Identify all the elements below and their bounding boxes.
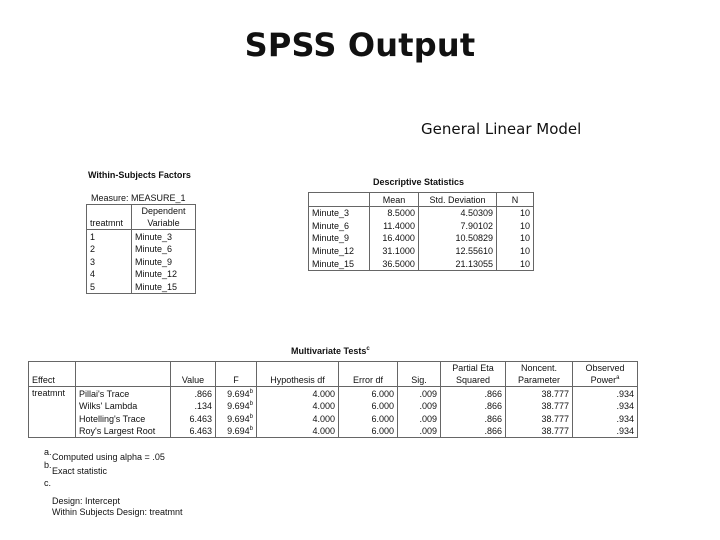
f-value: 9.694 (227, 426, 250, 437)
power-cell: .934 (573, 412, 638, 425)
err-df-cell: 6.000 (339, 400, 398, 413)
sd-cell: 21.13055 (418, 257, 496, 270)
sig-cell: .009 (398, 400, 441, 413)
test-name-cell: Wilks' Lambda (76, 400, 171, 413)
eta-line-2: Squared (455, 375, 491, 385)
f-value: 9.694 (227, 388, 250, 399)
table-row (87, 243, 196, 256)
table-row (87, 230, 196, 243)
sig-cell: .009 (398, 387, 441, 400)
hyp-df-cell: 4.000 (257, 425, 339, 438)
mean-cell: 31.1000 (370, 244, 419, 257)
eta-cell: .866 (441, 400, 506, 413)
slide-title: SPSS Output (244, 26, 476, 64)
level-cell: 2 (87, 243, 132, 256)
power-cell: .934 (573, 387, 638, 400)
row-label: Minute_3 (309, 206, 370, 219)
footnote-b-text: Exact statistic (52, 466, 108, 476)
table-header-row (309, 193, 534, 207)
eta-line-1: Partial Eta (452, 363, 494, 373)
table-row (29, 412, 638, 425)
sd-cell: 7.90102 (418, 219, 496, 232)
noncent-cell: 38.777 (506, 425, 573, 438)
col-factor-label: treatmnt (90, 218, 124, 228)
footnote-b-mark: b. (44, 460, 52, 470)
col-header-sig: Sig. (398, 362, 441, 387)
table-row (309, 219, 534, 232)
test-name-cell: Roy's Largest Root (76, 425, 171, 438)
table-row (309, 206, 534, 219)
hyp-df-cell: 4.000 (257, 412, 339, 425)
table-row (29, 425, 638, 438)
f-value: 9.694 (227, 401, 250, 412)
sig-cell: .009 (398, 412, 441, 425)
row-label: Minute_15 (309, 257, 370, 270)
descriptive-title: Descriptive Statistics (373, 177, 465, 187)
noncent-line-1: Noncent. (520, 363, 558, 373)
f-cell (216, 412, 257, 425)
err-df-cell: 6.000 (339, 387, 398, 400)
level-cell: 4 (87, 268, 132, 281)
eta-cell: .866 (441, 412, 506, 425)
power-line-1: Observed (585, 363, 625, 373)
variable-cell: Minute_12 (132, 268, 196, 281)
value-cell: .134 (171, 400, 216, 413)
col-header-hypothesis-df: Hypothesis df (257, 362, 339, 387)
within-subjects-title: Within-Subjects Factors (88, 170, 191, 180)
eta-cell: .866 (441, 425, 506, 438)
f-cell (216, 387, 257, 400)
multivariate-title (291, 346, 370, 356)
f-footnote-mark: b (249, 426, 253, 433)
descriptive-table (308, 192, 534, 271)
table-row (309, 257, 534, 270)
col-header-n: N (497, 193, 534, 207)
sd-cell: 4.50309 (418, 206, 496, 219)
col-header-sd: Std. Deviation (418, 193, 496, 207)
noncent-cell: 38.777 (506, 400, 573, 413)
col-dep-line-1: Dependent (141, 206, 186, 216)
n-cell: 10 (497, 219, 534, 232)
title-footnote-mark: c (366, 346, 370, 352)
f-footnote-mark: b (249, 388, 253, 395)
mean-cell: 11.4000 (370, 219, 419, 232)
footnote-a-mark: a. (44, 447, 52, 457)
multivariate-table (28, 361, 638, 438)
hyp-df-cell: 4.000 (257, 400, 339, 413)
power-label: Power (590, 375, 617, 385)
n-cell: 10 (497, 206, 534, 219)
hyp-df-cell: 4.000 (257, 387, 339, 400)
col-header-dependent (132, 205, 196, 230)
measure-line: Measure: MEASURE_1 (91, 193, 186, 203)
blank-header (76, 362, 171, 387)
test-name-cell: Pillai's Trace (76, 387, 171, 400)
value-cell: 6.463 (171, 425, 216, 438)
variable-cell: Minute_15 (132, 280, 196, 293)
sd-cell: 12.55610 (418, 244, 496, 257)
sig-cell: .009 (398, 425, 441, 438)
table-row (29, 387, 638, 400)
eta-cell: .866 (441, 387, 506, 400)
value-cell: .866 (171, 387, 216, 400)
variable-cell: Minute_9 (132, 255, 196, 268)
col-header-f: F (216, 362, 257, 387)
mean-cell: 16.4000 (370, 232, 419, 245)
multivariate-title-text: Multivariate Tests (291, 346, 367, 356)
section-heading: General Linear Model (421, 120, 582, 138)
f-footnote-mark: b (249, 413, 253, 420)
level-cell: 1 (87, 230, 132, 243)
row-label: Minute_6 (309, 219, 370, 232)
n-cell: 10 (497, 244, 534, 257)
footnote-c-mark: c. (44, 478, 52, 488)
table-header-row (87, 205, 196, 230)
level-cell: 3 (87, 255, 132, 268)
sd-cell: 10.50829 (418, 232, 496, 245)
power-line-2 (576, 374, 634, 386)
mean-cell: 36.5000 (370, 257, 419, 270)
level-cell: 5 (87, 280, 132, 293)
mean-cell: 8.5000 (370, 206, 419, 219)
f-cell (216, 400, 257, 413)
col-header-noncent (506, 362, 573, 387)
power-cell: .934 (573, 400, 638, 413)
f-value: 9.694 (227, 413, 250, 424)
err-df-cell: 6.000 (339, 425, 398, 438)
col-dep-line-2: Variable (147, 218, 180, 228)
power-footnote-mark: a (616, 375, 620, 381)
noncent-cell: 38.777 (506, 387, 573, 400)
f-cell (216, 425, 257, 438)
noncent-line-2: Parameter (517, 375, 561, 385)
variable-cell: Minute_3 (132, 230, 196, 243)
footnote-a-text: Computed using alpha = .05 (52, 452, 165, 462)
table-row (309, 232, 534, 245)
col-header-partial-eta (441, 362, 506, 387)
err-df-cell: 6.000 (339, 412, 398, 425)
footnote-c-design: Design: Intercept (52, 496, 121, 506)
col-header-factor (87, 205, 132, 230)
within-subjects-table (86, 204, 196, 294)
col-header-effect: Effect (29, 362, 76, 387)
table-row (87, 280, 196, 293)
noncent-cell: 38.777 (506, 412, 573, 425)
f-footnote-mark: b (249, 401, 253, 408)
n-cell: 10 (497, 257, 534, 270)
table-header-row (29, 362, 638, 387)
value-cell: 6.463 (171, 412, 216, 425)
footnote-c-within-design: Within Subjects Design: treatmnt (52, 507, 183, 517)
row-label: Minute_12 (309, 244, 370, 257)
row-label: Minute_9 (309, 232, 370, 245)
table-row (29, 400, 638, 413)
effect-cell: treatmnt (29, 387, 76, 438)
variable-cell: Minute_6 (132, 243, 196, 256)
table-row (309, 244, 534, 257)
table-row (87, 268, 196, 281)
power-cell: .934 (573, 425, 638, 438)
col-header-error-df: Error df (339, 362, 398, 387)
blank-header (309, 193, 370, 207)
col-header-mean: Mean (370, 193, 419, 207)
col-header-value: Value (171, 362, 216, 387)
n-cell: 10 (497, 232, 534, 245)
col-header-observed-power (573, 362, 638, 387)
test-name-cell: Hotelling's Trace (76, 412, 171, 425)
table-row (87, 255, 196, 268)
